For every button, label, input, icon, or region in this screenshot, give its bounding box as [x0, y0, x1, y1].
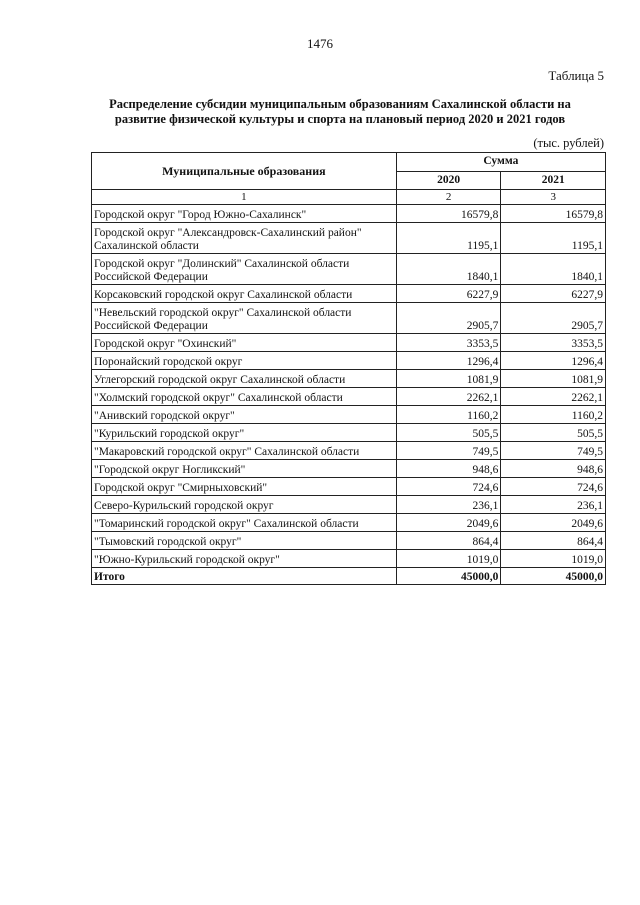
table-row	[92, 370, 606, 388]
units-note: (тыс. рублей)	[533, 136, 604, 150]
municipality-name: Городской округ "Долинский" Сахалинской области Российской Федерации	[92, 254, 397, 285]
amount-2021: 724,6	[501, 478, 606, 496]
amount-2021: 1019,0	[501, 550, 606, 568]
amount-2021: 1195,1	[501, 223, 606, 254]
amount-2020: 864,4	[396, 532, 501, 550]
table-row	[92, 223, 606, 254]
page-number: 1476	[307, 36, 333, 51]
amount-2020: 16579,8	[396, 205, 501, 223]
amount-2021: 864,4	[501, 532, 606, 550]
table-row	[92, 205, 606, 223]
amount-2021: 16579,8	[501, 205, 606, 223]
column-number-row	[92, 190, 606, 205]
document-title	[60, 97, 620, 127]
municipality-name: "Анивский городской округ"	[92, 406, 397, 424]
amount-2021: 2049,6	[501, 514, 606, 532]
amount-2021: 505,5	[501, 424, 606, 442]
table-row	[92, 550, 606, 568]
municipality-name: "Городской округ Ногликский"	[92, 460, 397, 478]
amount-2021: 2905,7	[501, 303, 606, 334]
amount-2020: 2905,7	[396, 303, 501, 334]
table-label: Таблица 5	[548, 68, 604, 83]
municipality-name: Корсаковский городской округ Сахалинской области	[92, 285, 397, 303]
amount-2021: 6227,9	[501, 285, 606, 303]
table-row	[92, 334, 606, 352]
municipality-name: Северо-Курильский городской округ	[92, 496, 397, 514]
amount-2021: 749,5	[501, 442, 606, 460]
subsidy-table	[91, 152, 606, 585]
amount-2020: 2049,6	[396, 514, 501, 532]
municipality-name: Поронайский городской округ	[92, 352, 397, 370]
table-row	[92, 352, 606, 370]
amount-2020: 3353,5	[396, 334, 501, 352]
amount-2020: 1840,1	[396, 254, 501, 285]
amount-2021: 1081,9	[501, 370, 606, 388]
table-row	[92, 442, 606, 460]
total-2021: 45000,0	[501, 568, 606, 585]
municipality-name: "Макаровский городской округ" Сахалинской области	[92, 442, 397, 460]
municipality-name: "Томаринский городской округ" Сахалинской области	[92, 514, 397, 532]
amount-2020: 724,6	[396, 478, 501, 496]
amount-2021: 3353,5	[501, 334, 606, 352]
amount-2020: 236,1	[396, 496, 501, 514]
table-row	[92, 388, 606, 406]
municipality-name: Городской округ "Смирныховский"	[92, 478, 397, 496]
column-number-2: 2	[396, 190, 501, 205]
table-row	[92, 424, 606, 442]
municipality-name: "Холмский городской округ" Сахалинской области	[92, 388, 397, 406]
municipality-name: "Курильский городской округ"	[92, 424, 397, 442]
table-row	[92, 254, 606, 285]
amount-2020: 1019,0	[396, 550, 501, 568]
amount-2020: 2262,1	[396, 388, 501, 406]
amount-2020: 1195,1	[396, 223, 501, 254]
municipality-name: "Тымовский городской округ"	[92, 532, 397, 550]
total-row	[92, 568, 606, 585]
municipality-name: Углегорский городской округ Сахалинской области	[92, 370, 397, 388]
amount-2020: 6227,9	[396, 285, 501, 303]
amount-2021: 1160,2	[501, 406, 606, 424]
table-row	[92, 406, 606, 424]
header-municipalities: Муниципальные образования	[92, 153, 397, 190]
amount-2020: 1081,9	[396, 370, 501, 388]
amount-2020: 948,6	[396, 460, 501, 478]
amount-2021: 1296,4	[501, 352, 606, 370]
municipality-name: Городской округ "Охинский"	[92, 334, 397, 352]
municipality-name: Городской округ "Александровск-Сахалинский район" Сахалинской области	[92, 223, 397, 254]
municipality-name: "Южно-Курильский городской округ"	[92, 550, 397, 568]
amount-2021: 948,6	[501, 460, 606, 478]
header-sum: Сумма	[396, 153, 605, 172]
title-line-2: развитие физической культуры и спорта на плановый период 2020 и 2021 годов	[114, 112, 566, 126]
total-label: Итого	[92, 568, 397, 585]
table-row	[92, 285, 606, 303]
column-number-1: 1	[92, 190, 397, 205]
amount-2020: 505,5	[396, 424, 501, 442]
title-line-1: Распределение субсидии муниципальным образованиям Сахалинской области на	[109, 97, 571, 111]
amount-2021: 2262,1	[501, 388, 606, 406]
table-row	[92, 478, 606, 496]
amount-2021: 1840,1	[501, 254, 606, 285]
table-row	[92, 303, 606, 334]
table-row	[92, 532, 606, 550]
municipality-name: "Невельский городской округ" Сахалинской области Российской Федерации	[92, 303, 397, 334]
table-row	[92, 496, 606, 514]
table-row	[92, 460, 606, 478]
column-number-3: 3	[501, 190, 606, 205]
total-2020: 45000,0	[396, 568, 501, 585]
header-year-2020: 2020	[396, 171, 501, 190]
amount-2021: 236,1	[501, 496, 606, 514]
header-year-2021: 2021	[501, 171, 606, 190]
amount-2020: 749,5	[396, 442, 501, 460]
municipality-name: Городской округ "Город Южно-Сахалинск"	[92, 205, 397, 223]
table-row	[92, 514, 606, 532]
amount-2020: 1296,4	[396, 352, 501, 370]
amount-2020: 1160,2	[396, 406, 501, 424]
